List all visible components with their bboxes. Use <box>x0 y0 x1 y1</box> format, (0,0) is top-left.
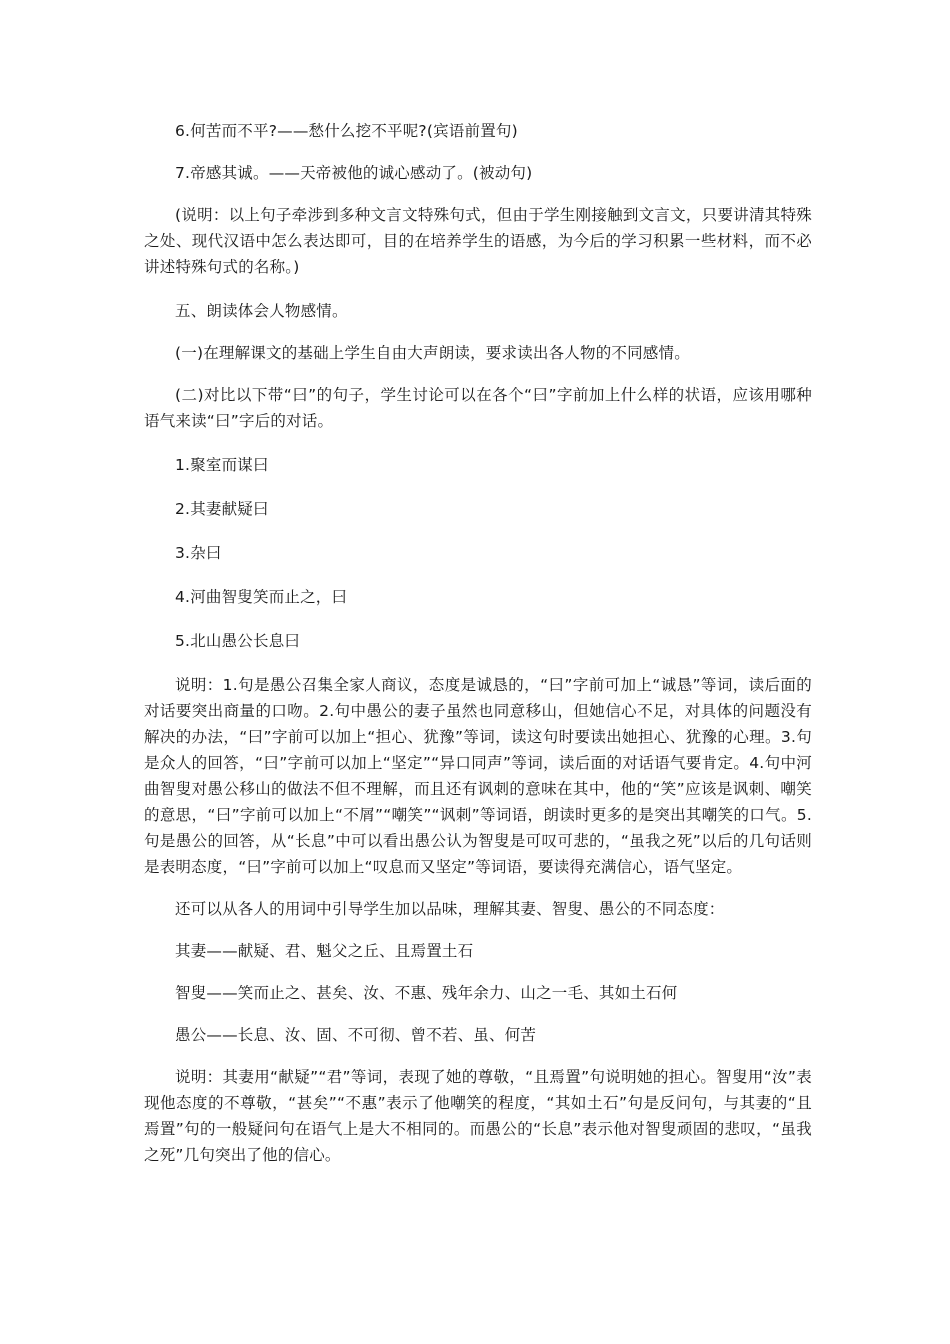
subsection-1: (一)在理解课文的基础上学生自由大声朗读，要求读出各人物的不同感情。 <box>175 344 690 362</box>
yue-item-4: 4.河曲智叟笑而止之，曰 <box>175 588 348 606</box>
note-yue-explanation: 说明：1.句是愚公召集全家人商议，态度是诚恳的，“曰”字前可加上“诚恳”等词，读后面的对话要突出商量的口吻。2.句中愚公的妻子虽然也同意移山，但她信心不足，对具体的问题没有解决的办法，“曰”字前可以加上“担心、犹豫”等词，读这句时要读出她担心、犹豫的心理。3.句是众人的回答，“曰”字前可以加上“坚定”“异口同声”等词，读后面的对话语气要肯定。4.句中河曲智叟对愚公移山的做法不但不理解，而且还有讽刺的意味在其中，他的“笑”应该是讽刺、嘲笑的意思，“曰”字前可以加上“不屑”“嘲笑”“讽刺”等词语，朗读时更多的是突出其嘲笑的口气。5.句是愚公的回答，从“长息”中可以看出愚公认为智叟是可叹可悲的，“虽我之死”以后的几句话则是表明态度，“曰”字前可以加上“叹息而又坚定”等词语，要读得充满信心，语气坚定。 <box>144 676 812 876</box>
word-analysis-intro: 还可以从各人的用词中引导学生加以品味，理解其妻、智叟、愚公的不同态度： <box>175 900 725 918</box>
yue-item-2: 2.其妻献疑曰 <box>175 500 269 518</box>
zhisou-words: 智叟——笑而止之、甚矣、汝、不惠、残年余力、山之一毛、其如土石何 <box>175 984 678 1002</box>
sentence-6: 6.何苦而不平?——愁什么挖不平呢?(宾语前置句) <box>175 122 518 140</box>
yue-item-1: 1.聚室而谋曰 <box>175 456 269 474</box>
section-heading-reading: 五、朗读体会人物感情。 <box>175 302 348 320</box>
sentence-7: 7.帝感其诚。——天帝被他的诚心感动了。(被动句) <box>175 164 533 182</box>
subsection-2: (二)对比以下带“曰”的句子，学生讨论可以在各个“曰”字前加上什么样的状语，应该用哪种语气来读“曰”字后的对话。 <box>144 386 812 430</box>
yue-item-3: 3.杂曰 <box>175 544 222 562</box>
yugong-words: 愚公——长息、汝、固、不可彻、曾不若、虽、何苦 <box>175 1026 537 1044</box>
note-special-sentences: (说明：以上句子牵涉到多种文言文特殊句式，但由于学生刚接触到文言文，只要讲清其特殊之处、现代汉语中怎么表达即可，目的在培养学生的语感，为今后的学习积累一些材料，而不必讲述特殊句式的名称。) <box>144 206 812 276</box>
yue-item-5: 5.北山愚公长息曰 <box>175 632 301 650</box>
document-body <box>144 118 812 1168</box>
note-word-attitudes: 说明：其妻用“献疑”“君”等词，表现了她的尊敬，“且焉置”句说明她的担心。智叟用“汝”表现他态度的不尊敬，“甚矣”“不惠”表示了他嘲笑的程度，“其如土石”句是反问句，与其妻的“且焉置”句的一般疑问句在语气上是大不相同的。而愚公的“长息”表示他对智叟顽固的悲叹，“虽我之死”几句突出了他的信心。 <box>144 1068 812 1164</box>
wife-words: 其妻——献疑、君、魁父之丘、且焉置土石 <box>175 942 474 960</box>
